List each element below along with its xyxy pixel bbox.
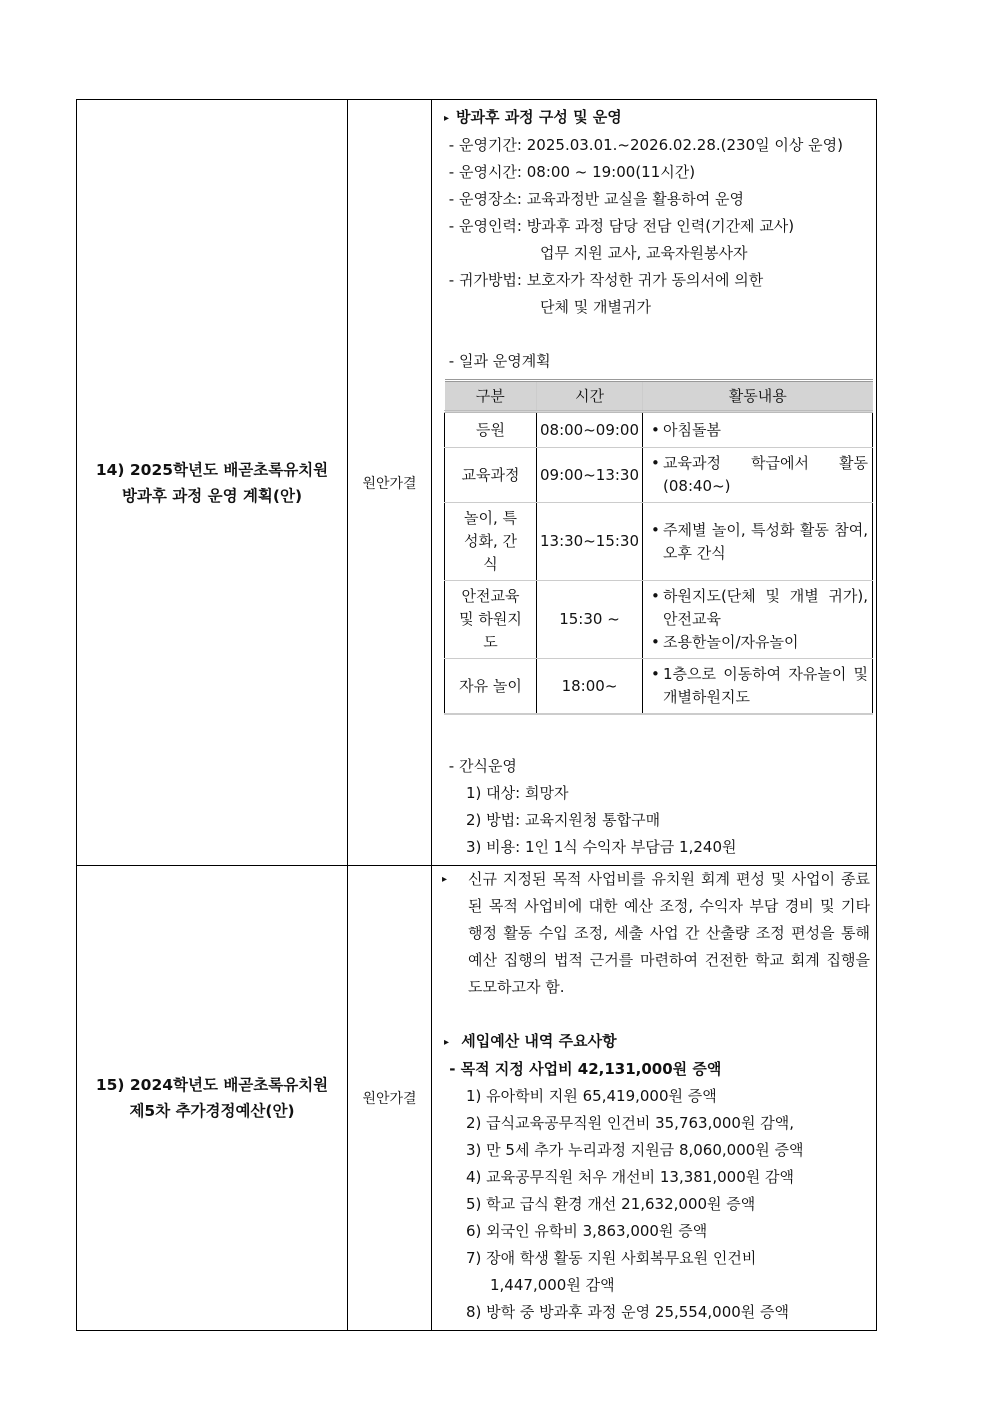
detail-value: 교육과정반 교실을 활용하여 운영 [526, 190, 744, 208]
detail-value: 보호자가 작성한 귀가 동의서에 의한 [526, 271, 764, 289]
schedule-activity [643, 503, 873, 581]
snack-item: 2) 방법: 교육지원청 통합구매 [466, 811, 661, 829]
schedule-activity [643, 659, 873, 715]
schedule-time: 08:00~09:00 [537, 412, 643, 448]
schedule-time: 13:30~15:30 [537, 503, 643, 581]
highlight-item: 1) 유아학비 지원 65,419,000원 증액 [466, 1087, 717, 1105]
schedule-time: 18:00~ [537, 659, 643, 715]
highlights-title [444, 1028, 870, 1056]
detail-period [444, 132, 870, 159]
highlight-item: 5) 학교 급식 환경 개선 21,632,000원 증액 [466, 1195, 756, 1213]
schedule-time: 09:00~13:30 [537, 448, 643, 503]
agenda-item-cell [77, 100, 348, 866]
activity-text: 하원지도(단체 및 개별 귀가), 안전교육 [663, 587, 868, 628]
activity-text: 아침돌봄 [663, 420, 721, 439]
document-page [76, 99, 877, 1331]
summary-text: 신규 지정된 목적 사업비를 유치원 회계 편성 및 사업이 종료된 목적 사업비에 대한 예산 조정, 수익자 부담 경비 및 기타 행정 활동 수입 조정, 세출 사업 간 산출량 조정 편성을 통해 예산 집행의 법적 근거를 마련하여 건전한 학교 회계 집행을 도모하고자 함. [468, 870, 870, 996]
detail-return-cont: 단체 및 개별귀가 [540, 298, 651, 316]
schedule-header-activity: 활동내용 [643, 381, 873, 412]
detail-value: 08:00 ~ 19:00(11시간) [526, 163, 696, 181]
highlights-sub-text: - 목적 지정 사업비 42,131,000원 증액 [449, 1060, 722, 1078]
triangle-bullet-icon: ▸ [444, 1037, 450, 1048]
schedule-row [445, 503, 873, 581]
decision-cell: 원안가결 [348, 866, 432, 1331]
bullet-dot-icon: • [651, 587, 660, 605]
schedule-title-text: - 일과 운영계획 [448, 352, 551, 370]
detail-value: 2025.03.01.~2026.02.28.(230일 이상 운영) [526, 136, 843, 154]
agenda-row-14 [77, 100, 877, 866]
schedule-row [445, 581, 873, 659]
highlights-sub [444, 1056, 870, 1083]
schedule-category: 자유 놀이 [445, 659, 537, 715]
highlight-item: 6) 외국인 유학비 3,863,000원 증액 [466, 1222, 708, 1240]
content-cell [432, 100, 877, 866]
spacer [444, 1001, 870, 1028]
spacer [444, 721, 870, 753]
agenda-item-line2: 방과후 과정 운영 계획(안) [121, 486, 303, 505]
snack-item: 1) 대상: 희망자 [466, 784, 569, 802]
bullet-dot-icon: • [651, 420, 660, 439]
detail-staff [444, 213, 870, 240]
schedule-table [444, 379, 873, 715]
section-title [444, 104, 870, 132]
spacer [444, 321, 870, 348]
schedule-activity [643, 412, 873, 448]
bullet-dot-icon: • [651, 633, 660, 651]
triangle-bullet-icon: ▸ [442, 874, 448, 885]
detail-label: - 운영기간: [448, 136, 522, 154]
minutes-table [76, 99, 877, 1331]
agenda-item-line1: 15) 2024학년도 배곧초록유치원 [95, 1076, 329, 1094]
activity-text: 주제별 놀이, 특성화 활동 참여, 오후 간식 [663, 520, 868, 562]
schedule-row [445, 448, 873, 503]
detail-label: - 귀가방법: [448, 271, 522, 289]
detail-hours [444, 159, 870, 186]
bullet-dot-icon: • [651, 454, 660, 472]
agenda-item-cell [77, 866, 348, 1331]
schedule-time: 15:30 ~ [537, 581, 643, 659]
schedule-category: 안전교육 및 하원지도 [445, 581, 537, 659]
schedule-category: 등원 [445, 412, 537, 448]
detail-value: 방과후 과정 담당 전담 인력(기간제 교사) [526, 217, 795, 235]
agenda-row-15 [77, 866, 877, 1331]
content-cell [432, 866, 877, 1331]
detail-return [444, 267, 870, 294]
highlight-item: 4) 교육공무직원 처우 개선비 13,381,000원 감액 [466, 1168, 794, 1186]
highlight-item: 3) 만 5세 추가 누리과정 지원금 8,060,000원 증액 [466, 1141, 804, 1159]
highlight-item: 7) 장애 학생 활동 지원 사회복무요원 인건비 [466, 1249, 757, 1267]
snack-item: 3) 비용: 1인 1식 수익자 부담금 1,240원 [466, 838, 737, 856]
section-title-text: 방과후 과정 구성 및 운영 [456, 108, 622, 126]
detail-place [444, 186, 870, 213]
highlights-title-text: 세입예산 내역 주요사항 [461, 1032, 617, 1050]
schedule-row [445, 659, 873, 715]
activity-text: 1층으로 이동하여 자유놀이 및 개별하원지도 [663, 665, 868, 706]
detail-label: - 운영시간: [448, 163, 522, 181]
schedule-activity [643, 581, 873, 659]
bullet-dot-icon: • [651, 520, 660, 539]
schedule-category: 교육과정 [445, 448, 537, 503]
schedule-header-category: 구분 [445, 381, 537, 412]
agenda-item-line1: 14) 2025학년도 배곧초록유치원 [95, 460, 329, 479]
schedule-activity [643, 448, 873, 503]
highlight-item-cont: 1,447,000원 감액 [490, 1276, 615, 1294]
highlight-item: 2) 급식교육공무직원 인건비 35,763,000원 감액, [466, 1114, 794, 1132]
activity-text: 교육과정 학급에서 활동 (08:40~) [663, 454, 868, 495]
detail-staff-cont: 업무 지원 교사, 교육자원봉사자 [540, 244, 748, 262]
schedule-row [445, 412, 873, 448]
detail-label: - 운영인력: [448, 217, 522, 235]
bullet-dot-icon: • [651, 665, 660, 683]
schedule-header-time: 시간 [537, 381, 643, 412]
agenda-item-line2: 제5차 추가경정예산(안) [129, 1102, 295, 1120]
activity-text: 조용한놀이/자유놀이 [663, 633, 799, 651]
schedule-header-row [445, 381, 873, 412]
summary-paragraph [442, 866, 870, 1001]
schedule-category: 놀이, 특성화, 간식 [445, 503, 537, 581]
highlight-item: 8) 방학 중 방과후 과정 운영 25,554,000원 증액 [466, 1303, 790, 1321]
snack-title-text: - 간식운영 [448, 757, 517, 775]
schedule-title [444, 348, 870, 375]
detail-label: - 운영장소: [448, 190, 522, 208]
triangle-bullet-icon: ▸ [444, 113, 450, 124]
decision-cell: 원안가결 [348, 100, 432, 866]
snack-title [444, 753, 870, 780]
